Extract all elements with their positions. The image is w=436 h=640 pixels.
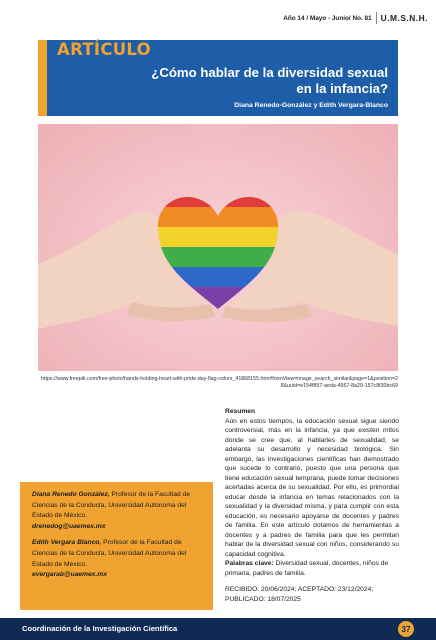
author-1-affiliation: Profesor de la Facultad de Ciencias de la Conducta, Universidad Autónoma del Estado de México. (32, 491, 190, 520)
title-line-1: ¿Cómo hablar de la diversidad sexual (151, 65, 388, 80)
article-title (98, 65, 388, 97)
received-accepted-dates: RECIBIDO: 20/06/2024; ACEPTADO: 23/12/2024; (225, 586, 374, 593)
abstract-heading: Resumen (225, 408, 256, 415)
header-divider (376, 12, 377, 24)
page-number: 37 (398, 621, 414, 637)
author-1-email[interactable]: drenedog@uaemex.mx (32, 522, 106, 530)
hero-photo (38, 124, 398, 371)
author-1-name: Diana Renedo González, (32, 491, 110, 498)
title-line-2: en la infancia? (296, 81, 388, 96)
author-2-info (32, 538, 205, 580)
author-2-affiliation: Profesor de la Facultad de Ciencias de la Conducta, Universidad Autónoma del Estado de México. (32, 539, 187, 568)
footer-label: Coordinación de la Investigación Científica (22, 624, 178, 633)
publication-dates (225, 585, 399, 604)
abstract-section (225, 407, 399, 604)
issue-header (283, 8, 428, 28)
author-info-box (20, 482, 213, 610)
accent-tab (38, 40, 47, 116)
article-header (47, 40, 398, 116)
publisher-name: U.M.S.N.H. (380, 13, 428, 23)
keywords (225, 560, 388, 577)
image-credit: https://www.freepik.com/free-photo/hands-holding-heart-with-pride-day-flag-colors_41868155.htm#fromView=image_search_similar&page=1&position=28&uuid=e154f897-aeda-4957-8a29-157c8f30bc69 (41, 376, 398, 389)
author-2-name: Edith Vergara Blanco, (32, 539, 102, 547)
hands-heart-illustration (38, 124, 398, 371)
page-footer (0, 618, 436, 640)
issue-info: Año 14 / Mayo - Junio/ No. 81 (283, 14, 372, 22)
article-authors: Diana Renedo-González y Edith Vergara-Blanco (234, 102, 388, 109)
author-1-info (32, 490, 205, 532)
abstract-text: Aún en estos tiempos, la educación sexual sigue siendo controversial, más en la infancia, ya que existen mitos donde se cree que, al hablarles de sexualidad, se adelanta su desarrollo y necesidad biológica. Sin embargo, las investigaciones científicas han demostrado que sucede lo contrario, puesto que una persona que tiene educación sexual temprana, puede tomar decisiones acertadas acerca de su sexualidad. Por ello, es primordial educar desde la infancia en temas relacionados con la sexualidad y la diversidad misma, y para cumplir con esta educación, es necesario apoyarse de docentes y padres de familia. En este artículo dotamos de herramientas a docentes y a padres de familia para que les permitan hablar de la diversidad sexual con niños, considerando su capacidad cognitiva. (225, 417, 399, 558)
keywords-label: Palabras clave: (225, 560, 274, 567)
published-date: PUBLICADO: 18/07/2025 (225, 595, 301, 603)
author-2-email[interactable]: evergarab@uaemex.mx (32, 571, 107, 579)
keywords-list: Diversidad sexual, docentes, niños de primaria, padres de familia. (225, 560, 389, 577)
section-label: ARTÍCULO (57, 40, 151, 59)
